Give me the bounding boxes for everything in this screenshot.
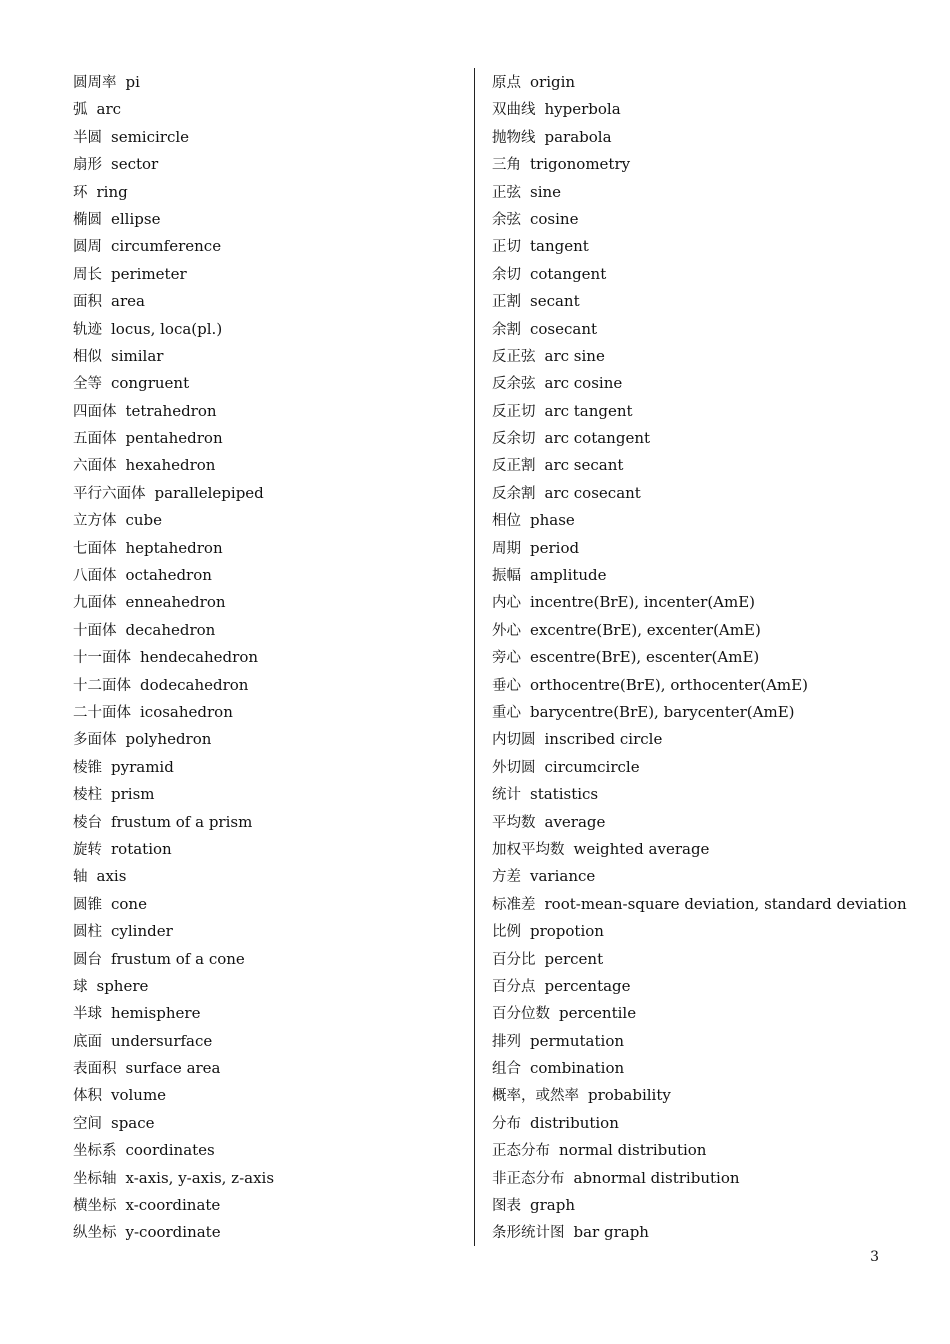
english-term: orthocentre(BrE), orthocenter(AmE) [530, 675, 808, 694]
glossary-entry [73, 179, 468, 206]
english-term: tetrahedron [125, 401, 217, 420]
chinese-term: 旋转 [73, 841, 102, 858]
glossary-entry [492, 1000, 932, 1027]
english-term: undersurface [111, 1031, 213, 1050]
chinese-term: 棱柱 [73, 787, 102, 804]
column-divider [474, 68, 475, 1246]
glossary-entry [73, 617, 468, 644]
glossary-entry [73, 672, 468, 699]
english-term: barycentre(BrE), barycenter(AmE) [530, 702, 795, 721]
english-term: abnormal distribution [573, 1168, 740, 1187]
english-term: coordinates [125, 1141, 215, 1160]
english-term: locus, loca(pl.) [111, 319, 223, 338]
english-term: excentre(BrE), excenter(AmE) [530, 620, 761, 639]
english-term: combination [530, 1059, 625, 1078]
chinese-term: 七面体 [73, 540, 117, 557]
english-term: pentahedron [125, 429, 223, 448]
chinese-term: 垂心 [492, 677, 521, 694]
english-term: percent [544, 949, 604, 968]
chinese-term: 周期 [492, 540, 521, 557]
chinese-term: 反正切 [492, 403, 536, 420]
glossary-entry [492, 316, 932, 343]
english-term: ellipse [111, 209, 161, 228]
glossary-entry [73, 1055, 468, 1082]
chinese-term: 分布 [492, 1115, 521, 1132]
glossary-entry [492, 863, 932, 890]
glossary-entry [73, 1219, 468, 1246]
english-term: surface area [125, 1059, 221, 1078]
chinese-term: 平均数 [492, 814, 536, 831]
glossary-entry [73, 946, 468, 973]
chinese-term: 双曲线 [492, 102, 536, 119]
chinese-term: 坐标系 [73, 1143, 117, 1160]
chinese-term: 椭圆 [73, 211, 102, 228]
english-term: x-axis, y-axis, z-axis [125, 1168, 275, 1187]
english-term: parabola [544, 127, 612, 146]
glossary-entry [492, 699, 932, 726]
glossary-entry [73, 726, 468, 753]
chinese-term: 统计 [492, 787, 521, 804]
glossary-entry [73, 398, 468, 425]
chinese-term: 组合 [492, 1061, 521, 1078]
english-term: escentre(BrE), escenter(AmE) [530, 648, 760, 667]
english-term: ring [96, 182, 128, 201]
chinese-term: 外心 [492, 622, 521, 639]
chinese-term: 面积 [73, 294, 102, 311]
glossary-entry [492, 562, 932, 589]
chinese-term: 反正弦 [492, 348, 536, 365]
glossary-entry [73, 233, 468, 260]
glossary-entry [492, 809, 932, 836]
chinese-term: 四面体 [73, 403, 117, 420]
chinese-term: 全等 [73, 376, 102, 393]
glossary-entry [73, 1028, 468, 1055]
chinese-term: 九面体 [73, 595, 117, 612]
glossary-entry [492, 946, 932, 973]
english-term: sine [530, 182, 562, 201]
glossary-entry [73, 699, 468, 726]
glossary-entry [492, 754, 932, 781]
glossary-entry [73, 535, 468, 562]
chinese-term: 十二面体 [73, 677, 131, 694]
glossary-entry [73, 1000, 468, 1027]
chinese-term: 原点 [492, 75, 521, 91]
english-term: amplitude [530, 566, 607, 585]
chinese-term: 扇形 [73, 157, 102, 174]
glossary-entry [73, 562, 468, 589]
chinese-term: 相位 [492, 513, 521, 530]
english-term: y-coordinate [125, 1223, 221, 1242]
chinese-term: 标准差 [492, 896, 536, 913]
chinese-term: 轴 [73, 869, 88, 886]
chinese-term: 圆周 [73, 239, 102, 256]
glossary-entry [492, 398, 932, 425]
chinese-term: 圆锥 [73, 896, 102, 913]
chinese-term: 六面体 [73, 458, 117, 475]
chinese-term: 八面体 [73, 568, 117, 585]
glossary-entry [73, 644, 468, 671]
english-term: cosine [530, 209, 579, 228]
english-term: pyramid [111, 757, 174, 776]
glossary-entry [73, 288, 468, 315]
english-term: cylinder [111, 922, 173, 941]
chinese-term: 图表 [492, 1198, 521, 1215]
glossary-entry [73, 918, 468, 945]
glossary-entry [73, 316, 468, 343]
page-number: 3 [870, 1249, 879, 1265]
chinese-term: 条形统计图 [492, 1225, 565, 1242]
chinese-term: 立方体 [73, 513, 117, 530]
english-term: enneahedron [125, 593, 226, 612]
glossary-entry [73, 124, 468, 151]
chinese-term: 余弦 [492, 211, 521, 228]
english-term: percentile [559, 1004, 637, 1023]
glossary-entry [73, 261, 468, 288]
english-term: arc cosecant [544, 483, 641, 502]
english-term: prism [111, 785, 155, 804]
glossary-entry [492, 206, 932, 233]
chinese-term: 平行六面体 [73, 485, 146, 502]
english-term: hendecahedron [140, 648, 259, 667]
chinese-term: 百分比 [492, 951, 536, 968]
english-term: arc sine [544, 346, 605, 365]
chinese-term: 百分位数 [492, 1006, 550, 1023]
chinese-term: 旁心 [492, 650, 521, 667]
chinese-term: 反余切 [492, 431, 536, 448]
glossary-entry [492, 179, 932, 206]
english-term: statistics [530, 785, 599, 804]
chinese-term: 正弦 [492, 184, 521, 201]
glossary-entry [73, 1082, 468, 1109]
chinese-term: 相似 [73, 348, 102, 365]
glossary-entry [492, 1028, 932, 1055]
glossary-entry [73, 425, 468, 452]
chinese-term: 五面体 [73, 431, 117, 448]
chinese-term: 半球 [73, 1006, 102, 1023]
english-term: frustum of a cone [111, 949, 245, 968]
english-term: phase [530, 511, 575, 530]
glossary-entry [73, 754, 468, 781]
chinese-term: 周长 [73, 266, 102, 283]
english-term: permutation [530, 1031, 625, 1050]
glossary-entry [492, 1137, 932, 1164]
english-term: arc cosine [544, 374, 623, 393]
english-term: secant [530, 292, 580, 311]
english-term: area [111, 292, 145, 311]
english-term: icosahedron [140, 702, 233, 721]
chinese-term: 正切 [492, 239, 521, 256]
chinese-term: 非正态分布 [492, 1170, 565, 1187]
english-term: cube [125, 511, 163, 530]
left-term-column [73, 69, 468, 1247]
english-term: arc tangent [544, 401, 633, 420]
glossary-entry [492, 69, 932, 96]
chinese-term: 环 [73, 184, 88, 201]
glossary-entry [492, 672, 932, 699]
glossary-entry [492, 124, 932, 151]
glossary-entry [73, 1110, 468, 1137]
chinese-term: 余割 [492, 321, 521, 338]
glossary-entry [492, 425, 932, 452]
chinese-term: 正态分布 [492, 1143, 550, 1160]
english-term: pi [125, 73, 140, 91]
glossary-entry [492, 918, 932, 945]
english-term: volume [111, 1086, 167, 1105]
chinese-term: 反余割 [492, 485, 536, 502]
english-term: decahedron [125, 620, 216, 639]
glossary-entry [73, 809, 468, 836]
english-term: octahedron [125, 566, 212, 585]
english-term: cosecant [530, 319, 598, 338]
english-term: sphere [96, 976, 149, 995]
glossary-entry [73, 151, 468, 178]
chinese-term: 加权平均数 [492, 841, 565, 858]
glossary-entry [492, 480, 932, 507]
chinese-term: 三角 [492, 157, 521, 174]
glossary-entry [492, 1110, 932, 1137]
chinese-term: 抛物线 [492, 129, 536, 146]
chinese-term: 横坐标 [73, 1198, 117, 1215]
english-term: hyperbola [544, 100, 621, 119]
glossary-entry [492, 288, 932, 315]
english-term: x-coordinate [125, 1196, 221, 1215]
chinese-term: 方差 [492, 869, 521, 886]
english-term: period [530, 538, 580, 557]
glossary-entry [492, 781, 932, 808]
english-term: bar graph [573, 1223, 649, 1242]
glossary-entry [73, 206, 468, 233]
english-term: weighted average [573, 839, 710, 858]
glossary-entry [492, 370, 932, 397]
english-term: arc [96, 100, 122, 119]
chinese-term: 表面积 [73, 1061, 117, 1078]
english-term: circumcircle [544, 757, 640, 776]
glossary-entry [492, 1165, 932, 1192]
english-term: distribution [530, 1113, 619, 1132]
glossary-entry [73, 863, 468, 890]
english-term: average [544, 812, 606, 831]
english-term: inscribed circle [544, 730, 663, 749]
chinese-term: 比例 [492, 924, 521, 941]
english-term: space [111, 1113, 155, 1132]
chinese-term: 球 [73, 978, 88, 995]
glossary-entry [492, 261, 932, 288]
english-term: trigonometry [530, 155, 631, 174]
chinese-term: 底面 [73, 1033, 102, 1050]
english-term: polyhedron [125, 730, 212, 749]
english-term: arc cotangent [544, 429, 651, 448]
glossary-entry [73, 480, 468, 507]
glossary-entry [492, 151, 932, 178]
english-term: arc secant [544, 456, 624, 475]
glossary-entry [492, 96, 932, 123]
english-term: propotion [530, 922, 604, 941]
glossary-entry [492, 589, 932, 616]
glossary-entry [73, 96, 468, 123]
glossary-entry [73, 1165, 468, 1192]
glossary-entry [73, 836, 468, 863]
english-term: congruent [111, 374, 190, 393]
chinese-term: 十面体 [73, 622, 117, 639]
chinese-term: 反正割 [492, 458, 536, 475]
glossary-entry [492, 507, 932, 534]
chinese-term: 二十面体 [73, 704, 131, 721]
glossary-entry [492, 1192, 932, 1219]
glossary-entry [492, 1082, 932, 1109]
chinese-term: 半圆 [73, 129, 102, 146]
english-term: sector [111, 155, 159, 174]
english-term: hexahedron [125, 456, 216, 475]
english-term: tangent [530, 237, 589, 256]
english-term: perimeter [111, 264, 187, 283]
english-term: variance [530, 867, 596, 886]
chinese-term: 内切圆 [492, 732, 536, 749]
glossary-entry [492, 973, 932, 1000]
glossary-entry [73, 589, 468, 616]
glossary-entry [492, 836, 932, 863]
glossary-entry [73, 1137, 468, 1164]
chinese-term: 空间 [73, 1115, 102, 1132]
glossary-entry [73, 891, 468, 918]
english-term: semicircle [111, 127, 190, 146]
english-term: hemisphere [111, 1004, 201, 1023]
english-term: parallelepiped [154, 483, 264, 502]
chinese-term: 排列 [492, 1033, 521, 1050]
chinese-term: 振幅 [492, 568, 521, 585]
chinese-term: 内心 [492, 595, 521, 612]
chinese-term: 体积 [73, 1088, 102, 1105]
glossary-entry [73, 1192, 468, 1219]
chinese-term: 十一面体 [73, 650, 131, 667]
chinese-term: 棱锥 [73, 759, 102, 776]
glossary-entry [492, 343, 932, 370]
glossary-entry [73, 973, 468, 1000]
chinese-term: 坐标轴 [73, 1170, 117, 1187]
english-term: heptahedron [125, 538, 223, 557]
chinese-term: 反余弦 [492, 376, 536, 393]
english-term: root-mean-square deviation, standard deviation [544, 894, 907, 913]
glossary-entry [492, 233, 932, 260]
english-term: probability [588, 1086, 671, 1105]
chinese-term: 弧 [73, 102, 88, 119]
glossary-entry [492, 535, 932, 562]
chinese-term: 余切 [492, 266, 521, 283]
english-term: axis [96, 867, 127, 886]
glossary-entry [73, 69, 468, 96]
chinese-term: 圆台 [73, 951, 102, 968]
glossary-entry [492, 644, 932, 671]
english-term: similar [111, 346, 164, 365]
glossary-entry [492, 1055, 932, 1082]
english-term: percentage [544, 976, 631, 995]
english-term: cotangent [530, 264, 607, 283]
glossary-entry [73, 370, 468, 397]
chinese-term: 正割 [492, 294, 521, 311]
chinese-term: 重心 [492, 704, 521, 721]
glossary-entry [73, 452, 468, 479]
english-term: frustum of a prism [111, 812, 253, 831]
chinese-term: 圆周率 [73, 75, 117, 91]
chinese-term: 纵坐标 [73, 1225, 117, 1242]
glossary-entry [492, 891, 932, 918]
english-term: rotation [111, 839, 172, 858]
right-term-column [492, 69, 932, 1247]
english-term: circumference [111, 237, 222, 256]
chinese-term: 棱台 [73, 814, 102, 831]
glossary-entry [492, 726, 932, 753]
english-term: dodecahedron [140, 675, 249, 694]
english-term: incentre(BrE), incenter(AmE) [530, 593, 756, 612]
chinese-term: 概率，或然率 [492, 1088, 579, 1105]
english-term: graph [530, 1196, 575, 1215]
chinese-term: 百分点 [492, 978, 536, 995]
chinese-term: 轨迹 [73, 321, 102, 338]
chinese-term: 圆柱 [73, 924, 102, 941]
glossary-entry [492, 617, 932, 644]
english-term: cone [111, 894, 147, 913]
chinese-term: 外切圆 [492, 759, 536, 776]
glossary-entry [492, 1219, 932, 1246]
glossary-entry [73, 343, 468, 370]
glossary-entry [73, 507, 468, 534]
chinese-term: 多面体 [73, 732, 117, 749]
english-term: origin [530, 73, 576, 91]
glossary-entry [73, 781, 468, 808]
glossary-entry [492, 452, 932, 479]
english-term: normal distribution [559, 1141, 707, 1160]
